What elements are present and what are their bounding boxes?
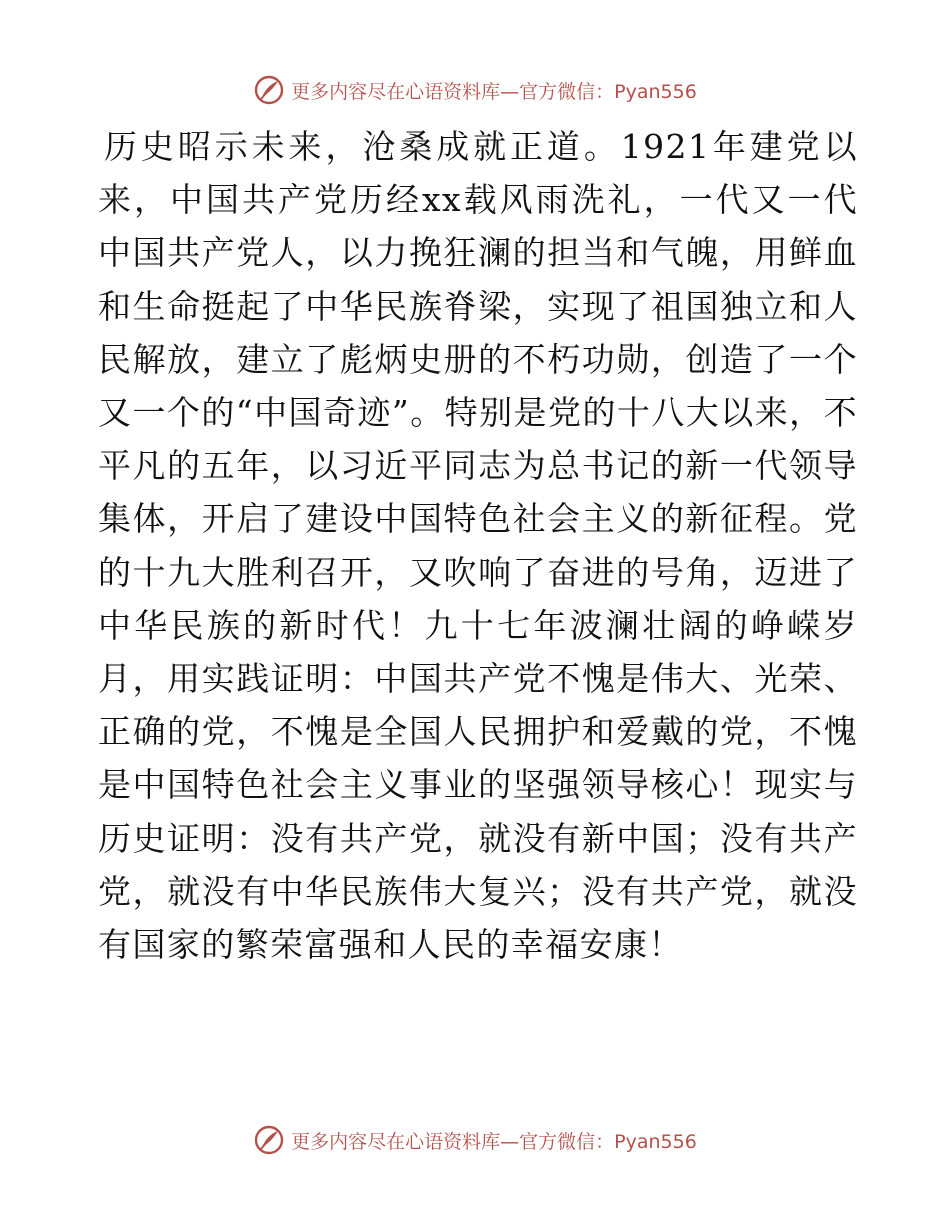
- header-banner-text: 更多内容尽在心语资料库—官方微信：Pyan556: [291, 80, 697, 103]
- footer-banner: [0, 1122, 950, 1158]
- feather-logo-icon: [253, 74, 285, 106]
- feather-logo-icon: [253, 1124, 285, 1156]
- header-banner: [0, 72, 950, 108]
- document-paragraph: 历史昭示未来，沧桑成就正道。1921年建党以来，中国共产党历经xx载风雨洗礼，一代又一代中国共产党人，以力挽狂澜的担当和气魄，用鲜血和生命挺起了中华民族脊梁，实现了祖国独立和人民解放，建立了彪炳史册的不朽功勋，创造了一个又一个的“中国奇迹”。特别是党的十八大以来，不平凡的五年，以习近平同志为总书记的新一代领导集体，开启了建设中国特色社会主义的新征程。党的十九大胜利召开，又吹响了奋进的号角，迈进了中华民族的新时代！九十七年波澜壮阔的峥嵘岁月，用实践证明：中国共产党不愧是伟大、光荣、正确的党，不愧是全国人民拥护和爱戴的党，不愧是中国特色社会主义事业的坚强领导核心！现实与历史证明：没有共产党，就没有新中国；没有共产党，就没有中华民族伟大复兴；没有共产党，就没有国家的繁荣富强和人民的幸福安康！: [98, 127, 858, 965]
- footer-banner-text: 更多内容尽在心语资料库—官方微信：Pyan556: [291, 1130, 697, 1153]
